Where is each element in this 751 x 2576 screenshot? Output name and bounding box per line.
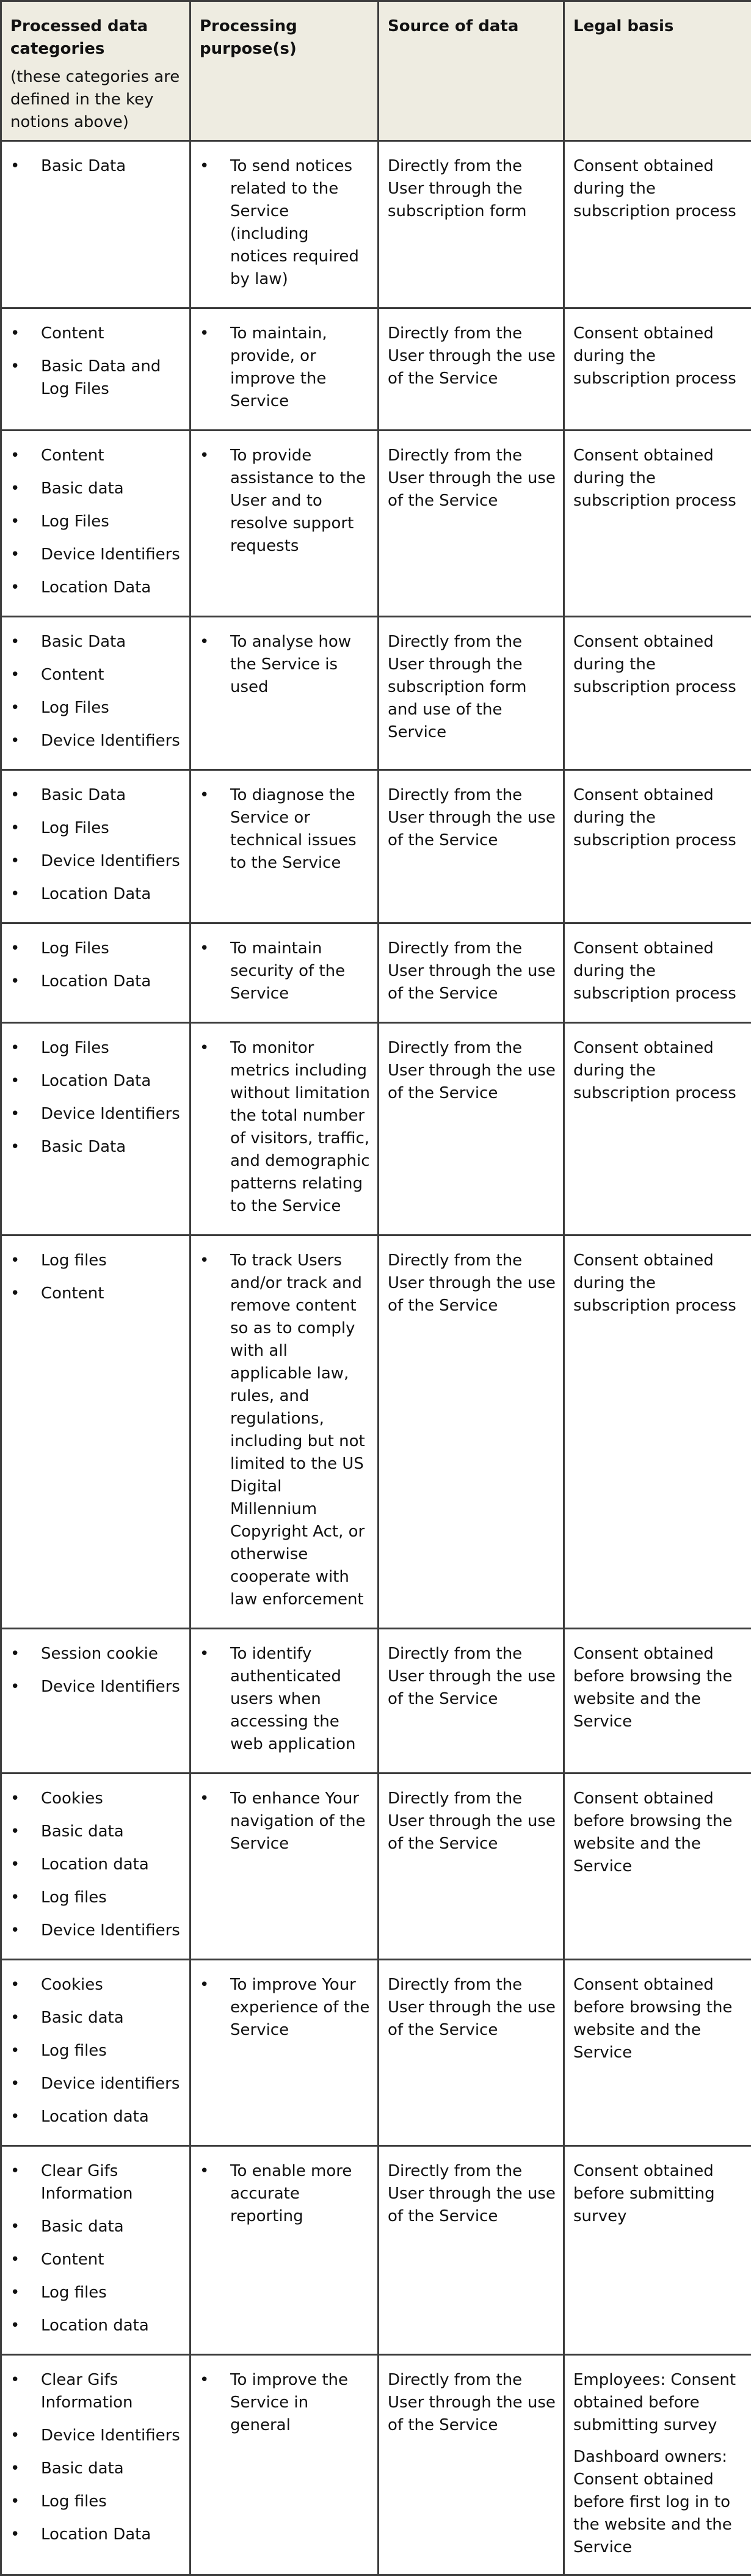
source-text: Directly from the User through the use of the Service — [388, 445, 556, 512]
purpose-item: • To improve Your experience of the Service — [200, 1974, 370, 2042]
category-list — [10, 1788, 182, 1942]
table-row — [1, 923, 751, 1023]
category-item: • Location data — [10, 1854, 182, 1876]
category-item: • Log files — [10, 1250, 182, 1272]
category-item: • Log files — [10, 2040, 182, 2062]
category-cell — [1, 1235, 190, 1629]
category-item: • Location Data — [10, 883, 182, 906]
category-cell — [1, 1023, 190, 1235]
table-row — [1, 1629, 751, 1774]
purpose-item: • To provide assistance to the User and to resolve support requests — [200, 445, 370, 558]
category-item: • Cookies — [10, 1974, 182, 1996]
legal-basis-text: Consent obtained during the subscription process — [573, 631, 744, 699]
header-categories — [1, 1, 190, 141]
category-item: • Log files — [10, 2490, 182, 2513]
category-item: • Log files — [10, 2282, 182, 2304]
category-item: • Location Data — [10, 577, 182, 599]
purpose-cell — [190, 617, 379, 770]
legal-basis-block — [573, 1250, 744, 1317]
table-row — [1, 308, 751, 431]
category-cell — [1, 2146, 190, 2355]
legal-basis-cell — [564, 1960, 751, 2146]
category-item: • Basic data — [10, 2216, 182, 2238]
purpose-list — [200, 631, 370, 699]
table-body — [1, 141, 751, 2575]
category-list — [10, 2369, 182, 2546]
category-item: • Log Files — [10, 511, 182, 533]
category-item: • Content — [10, 445, 182, 467]
purpose-item: • To maintain, provide, or improve the Service — [200, 322, 370, 413]
source-text: Directly from the User through the use of the Service — [388, 2369, 556, 2437]
legal-basis-cell — [564, 1774, 751, 1960]
header-categories-note: (these categories are defined in the key notions above) — [10, 66, 182, 134]
category-cell — [1, 617, 190, 770]
source-cell — [379, 1023, 564, 1235]
legal-basis-block — [573, 2160, 744, 2228]
category-cell — [1, 770, 190, 923]
category-item: • Location data — [10, 2106, 182, 2128]
legal-basis-block — [573, 631, 744, 699]
source-cell — [379, 1629, 564, 1774]
category-item: • Content — [10, 322, 182, 345]
table-row — [1, 617, 751, 770]
source-text: Directly from the User through the subscription form and use of the Service — [388, 631, 556, 744]
category-list — [10, 2160, 182, 2337]
source-cell — [379, 2146, 564, 2355]
category-cell — [1, 141, 190, 308]
category-item: • Location Data — [10, 1070, 182, 1093]
category-list — [10, 1250, 182, 1305]
purpose-list — [200, 937, 370, 1005]
purpose-cell — [190, 1774, 379, 1960]
legal-basis-text: Consent obtained before submitting survey — [573, 2160, 744, 2228]
category-list — [10, 937, 182, 993]
category-cell — [1, 431, 190, 617]
source-text: Directly from the User through the use of the Service — [388, 1037, 556, 1105]
source-text: Directly from the User through the use of the Service — [388, 1974, 556, 2042]
purpose-item: • To enable more accurate reporting — [200, 2160, 370, 2228]
legal-basis-block — [573, 1974, 744, 2064]
purpose-cell — [190, 431, 379, 617]
category-item: • Location Data — [10, 970, 182, 993]
category-item: • Device Identifiers — [10, 2425, 182, 2447]
source-cell — [379, 2355, 564, 2575]
legal-basis-cell — [564, 1235, 751, 1629]
header-purpose: Processing purpose(s) — [190, 1, 379, 141]
legal-basis-text: Employees: Consent obtained before submitting survey — [573, 2369, 744, 2437]
table-row — [1, 1960, 751, 2146]
table-row — [1, 2355, 751, 2575]
purpose-item: • To diagnose the Service or technical issues to the Service — [200, 784, 370, 875]
category-item: • Log Files — [10, 1037, 182, 1060]
purpose-cell — [190, 1235, 379, 1629]
legal-basis-text: Dashboard owners: Consent obtained before first log in to the website and the Service — [573, 2446, 744, 2559]
category-item: • Basic Data and Log Files — [10, 355, 182, 401]
source-text: Directly from the User through the use of the Service — [388, 322, 556, 390]
purpose-item: • To identify authenticated users when accessing the web application — [200, 1643, 370, 1756]
purpose-list — [200, 1974, 370, 2042]
purpose-item: • To send notices related to the Service (including notices required by law) — [200, 155, 370, 291]
source-cell — [379, 141, 564, 308]
category-cell — [1, 2355, 190, 2575]
legal-basis-text: Consent obtained during the subscription process — [573, 784, 744, 852]
category-item: • Device Identifiers — [10, 850, 182, 873]
header-categories-title: Processed data categories — [10, 17, 148, 58]
legal-basis-block — [573, 322, 744, 390]
category-item: • Location data — [10, 2315, 182, 2337]
purpose-list — [200, 322, 370, 413]
source-text: Directly from the User through the use of the Service — [388, 2160, 556, 2228]
source-cell — [379, 1960, 564, 2146]
table-row — [1, 141, 751, 308]
category-item: • Content — [10, 1283, 182, 1305]
purpose-item: • To improve the Service in general — [200, 2369, 370, 2437]
category-item: • Session cookie — [10, 1643, 182, 1665]
category-item: • Basic Data — [10, 1136, 182, 1159]
source-cell — [379, 1235, 564, 1629]
header-source: Source of data — [379, 1, 564, 141]
legal-basis-text: Consent obtained before browsing the website and the Service — [573, 1974, 744, 2064]
category-item: • Device Identifiers — [10, 1919, 182, 1942]
source-cell — [379, 923, 564, 1023]
purpose-list — [200, 2160, 370, 2228]
category-item: • Log Files — [10, 817, 182, 840]
category-list — [10, 1643, 182, 1698]
category-item: • Content — [10, 2249, 182, 2271]
category-item: • Clear Gifs Information — [10, 2369, 182, 2414]
category-cell — [1, 1774, 190, 1960]
category-item: • Device Identifiers — [10, 1676, 182, 1698]
category-item: • Basic data — [10, 2007, 182, 2029]
table-row — [1, 1774, 751, 1960]
legal-basis-cell — [564, 141, 751, 308]
purpose-list — [200, 1788, 370, 1855]
category-item: • Log files — [10, 1887, 182, 1909]
purpose-cell — [190, 923, 379, 1023]
category-cell — [1, 1629, 190, 1774]
purpose-item: • To track Users and/or track and remove content so as to comply with all applicable law, rules, and regulations, including but not limited to the US Digital Millennium Copyright Act, or otherwise cooperate with law enforcement — [200, 1250, 370, 1611]
category-item: • Device identifiers — [10, 2073, 182, 2095]
header-row — [1, 1, 751, 141]
purpose-cell — [190, 1960, 379, 2146]
category-list — [10, 1037, 182, 1159]
source-cell — [379, 617, 564, 770]
table-row — [1, 1235, 751, 1629]
category-list — [10, 1974, 182, 2128]
category-item: • Basic data — [10, 2458, 182, 2480]
category-item: • Device Identifiers — [10, 730, 182, 752]
category-item: • Basic Data — [10, 784, 182, 807]
purpose-list — [200, 1643, 370, 1756]
category-item: • Basic data — [10, 1821, 182, 1843]
category-item: • Content — [10, 664, 182, 686]
purpose-cell — [190, 1629, 379, 1774]
legal-basis-block — [573, 784, 744, 852]
legal-basis-text: Consent obtained before browsing the website and the Service — [573, 1643, 744, 1733]
legal-basis-cell — [564, 308, 751, 431]
category-cell — [1, 923, 190, 1023]
legal-basis-cell — [564, 431, 751, 617]
legal-basis-cell — [564, 770, 751, 923]
source-cell — [379, 770, 564, 923]
purpose-cell — [190, 770, 379, 923]
source-text: Directly from the User through the use of the Service — [388, 1250, 556, 1317]
purpose-list — [200, 155, 370, 291]
purpose-list — [200, 1250, 370, 1611]
purpose-list — [200, 445, 370, 558]
legal-basis-block — [573, 155, 744, 223]
legal-basis-text: Consent obtained before browsing the website and the Service — [573, 1788, 744, 1878]
category-list — [10, 631, 182, 752]
category-item: • Basic data — [10, 478, 182, 500]
header-legal: Legal basis — [564, 1, 751, 141]
category-list — [10, 784, 182, 906]
legal-basis-cell — [564, 2146, 751, 2355]
legal-basis-block — [573, 2369, 744, 2559]
legal-basis-cell — [564, 1023, 751, 1235]
purpose-item: • To monitor metrics including without limitation the total number of visitors, traffic, and demographic patterns relating to the Service — [200, 1037, 370, 1218]
legal-basis-block — [573, 1643, 744, 1733]
legal-basis-block — [573, 1037, 744, 1105]
legal-basis-cell — [564, 1629, 751, 1774]
purpose-list — [200, 1037, 370, 1218]
category-item: • Device Identifiers — [10, 544, 182, 566]
legal-basis-block — [573, 445, 744, 512]
source-text: Directly from the User through the use of the Service — [388, 937, 556, 1005]
legal-basis-text: Consent obtained during the subscription process — [573, 937, 744, 1005]
source-cell — [379, 308, 564, 431]
purpose-cell — [190, 308, 379, 431]
source-cell — [379, 431, 564, 617]
legal-basis-text: Consent obtained during the subscription process — [573, 155, 744, 223]
purpose-cell — [190, 2146, 379, 2355]
legal-basis-cell — [564, 2355, 751, 2575]
legal-basis-text: Consent obtained during the subscription process — [573, 1037, 744, 1105]
purpose-item: • To analyse how the Service is used — [200, 631, 370, 699]
category-cell — [1, 308, 190, 431]
category-list — [10, 155, 182, 178]
legal-basis-cell — [564, 923, 751, 1023]
category-list — [10, 445, 182, 599]
source-text: Directly from the User through the subscription form — [388, 155, 556, 223]
legal-basis-block — [573, 937, 744, 1005]
category-item: • Clear Gifs Information — [10, 2160, 182, 2205]
table-row — [1, 770, 751, 923]
source-text: Directly from the User through the use of the Service — [388, 1643, 556, 1711]
legal-basis-cell — [564, 617, 751, 770]
source-cell — [379, 1774, 564, 1960]
purpose-cell — [190, 2355, 379, 2575]
legal-basis-block — [573, 1788, 744, 1878]
legal-basis-text: Consent obtained during the subscription process — [573, 322, 744, 390]
category-item: • Location Data — [10, 2523, 182, 2546]
purpose-cell — [190, 141, 379, 308]
category-cell — [1, 1960, 190, 2146]
source-text: Directly from the User through the use of the Service — [388, 1788, 556, 1855]
purpose-item: • To maintain security of the Service — [200, 937, 370, 1005]
category-item: • Log Files — [10, 697, 182, 719]
legal-basis-text: Consent obtained during the subscription process — [573, 445, 744, 512]
legal-basis-text: Consent obtained during the subscription process — [573, 1250, 744, 1317]
category-item: • Log Files — [10, 937, 182, 960]
purpose-cell — [190, 1023, 379, 1235]
purpose-list — [200, 784, 370, 875]
purpose-list — [200, 2369, 370, 2437]
table-row — [1, 1023, 751, 1235]
category-item: • Basic Data — [10, 631, 182, 653]
category-item: • Cookies — [10, 1788, 182, 1810]
source-text: Directly from the User through the use of the Service — [388, 784, 556, 852]
category-item: • Basic Data — [10, 155, 182, 178]
category-list — [10, 322, 182, 401]
table-row — [1, 2146, 751, 2355]
category-item: • Device Identifiers — [10, 1103, 182, 1126]
table-row — [1, 431, 751, 617]
purpose-item: • To enhance Your navigation of the Service — [200, 1788, 370, 1855]
